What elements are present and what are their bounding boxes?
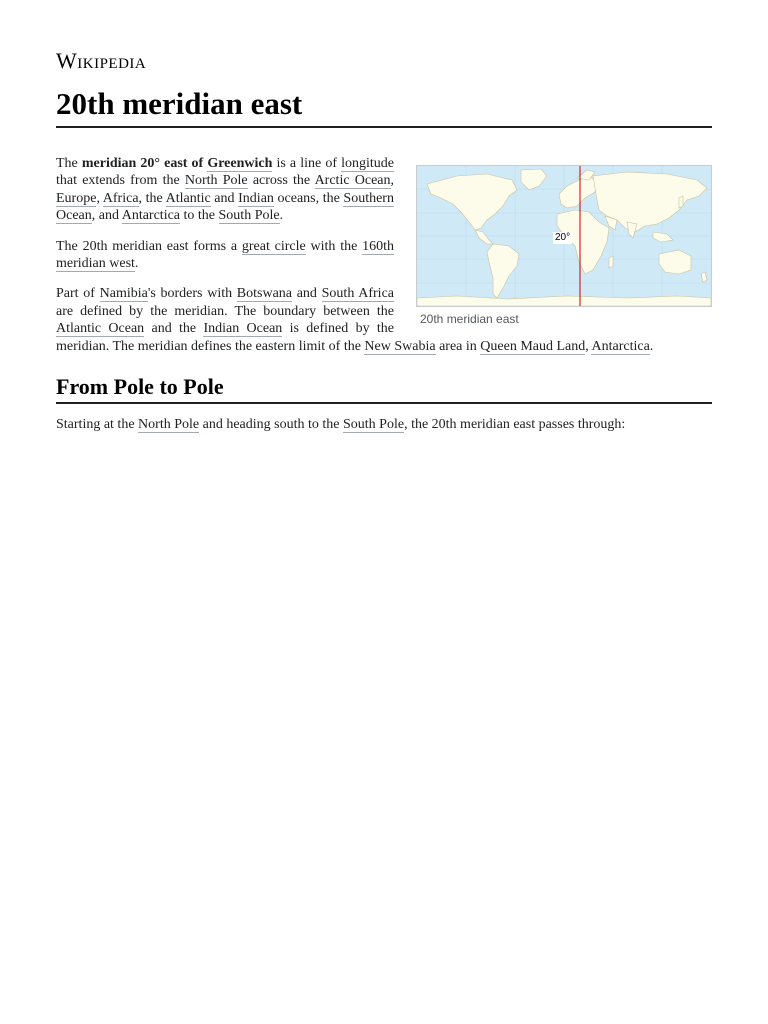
link-longitude[interactable]: longitude [341,156,394,171]
link-queen-maud-land[interactable]: Queen Maud Land [480,338,586,354]
link-europe[interactable]: Europe [56,190,97,206]
link-160th-meridian-west[interactable]: 160th meridian west [56,238,395,272]
link-botswana[interactable]: Botswana [236,286,293,302]
link-north-pole[interactable]: North Pole [184,173,248,189]
link-antarctica[interactable]: Antarctica [121,208,181,224]
world-map-image[interactable] [416,165,712,307]
link-indian-ocean[interactable]: Indian Ocean [203,321,283,337]
intro-paragraph-3: Part of Namibia's borders with Botswana and South Africa are defined by the meridian. The boundary between the Atlantic Ocean and the Indian Ocean is defined by the meridian. The meridian defines the eastern limit of the New Swabia area in Queen Maud Land, Antarctica. [56,286,654,354]
article-body [56,155,712,446]
link-great-circle[interactable]: great circle [241,238,306,254]
page-title: 20th meridian east [56,84,712,128]
link-south-pole[interactable]: South Pole [218,208,280,224]
link-namibia[interactable]: Namibia [99,286,148,302]
link-atlantic[interactable]: Atlantic [165,190,211,206]
link-indian[interactable]: Indian [238,190,274,206]
link-arctic-ocean[interactable]: Arctic Ocean [314,173,391,189]
link-antarctica-2[interactable]: Antarctica [591,338,650,354]
link-atlantic-ocean[interactable]: Atlantic Ocean [56,321,145,337]
link-africa[interactable]: Africa [102,190,139,206]
map-figure [416,165,712,327]
section-paragraph: Starting at the North Pole and heading south to the South Pole, the 20th meridian east passes through: [56,417,626,433]
intro-paragraph-2: The 20th meridian east forms a great circle with the 160th meridian west. [56,238,395,272]
map-caption: 20th meridian east [420,312,519,326]
section-heading-pole-to-pole: From Pole to Pole [56,373,712,404]
link-north-pole-2[interactable]: North Pole [138,417,200,433]
meridian-label: 20° [555,232,571,243]
wikipedia-wordmark[interactable]: Wikipedia [56,48,147,73]
intro-paragraph-1: The meridian 20° east of Greenwich is a line of longitude that extends from the North Pole across the Arctic Ocean, Europe, Africa, the Atlantic and Indian oceans, the Southern Ocean, and Antarctica to the South Pole. [56,156,394,224]
link-south-africa[interactable]: South Africa [321,286,394,302]
link-new-swabia[interactable]: New Swabia [364,338,436,354]
link-greenwich[interactable]: Greenwich [207,156,273,171]
link-south-pole-2[interactable]: South Pole [342,417,405,433]
link-southern-ocean[interactable]: Southern Ocean [56,190,394,224]
